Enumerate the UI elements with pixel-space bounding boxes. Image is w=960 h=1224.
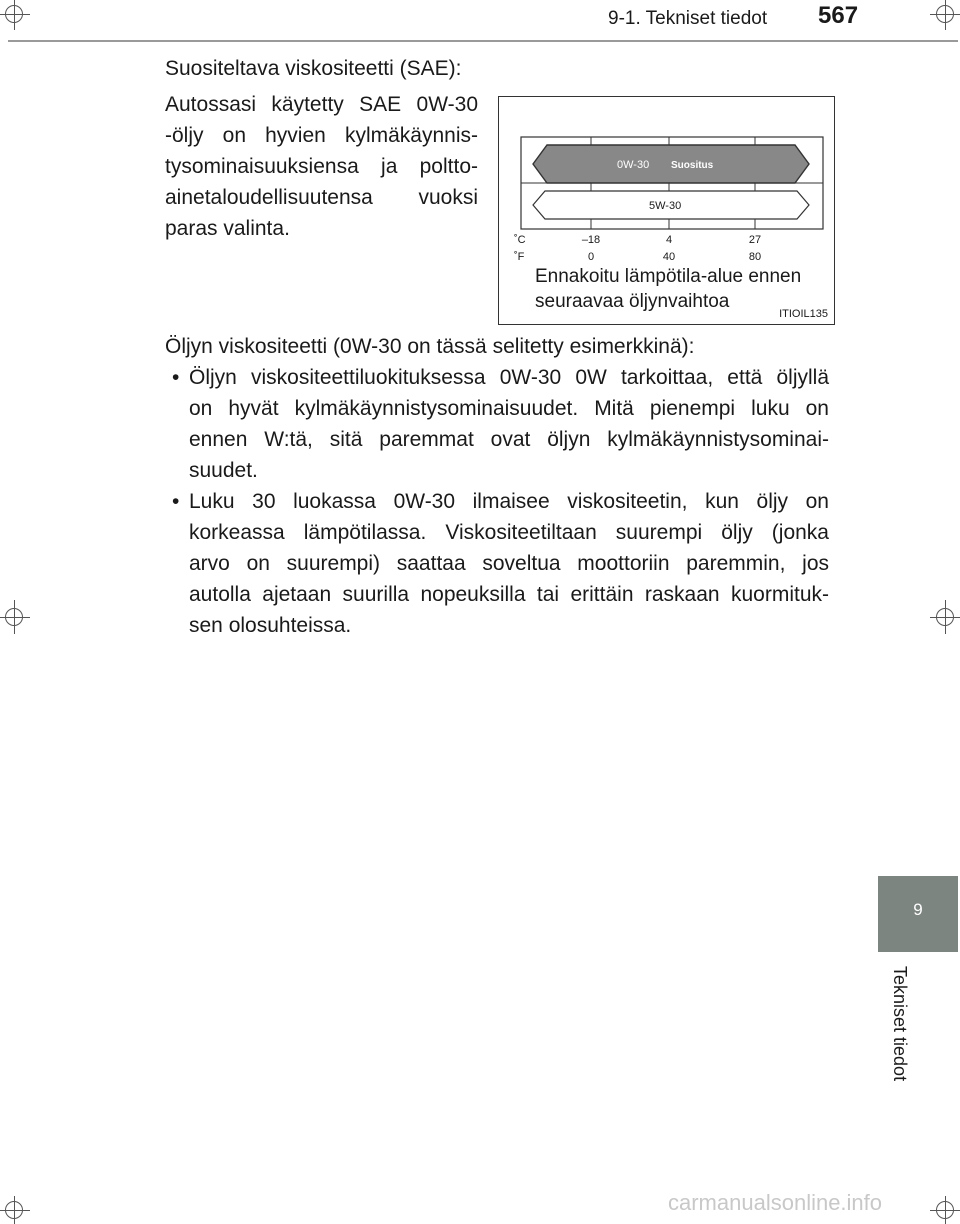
page-number: 567 (818, 2, 859, 29)
chapter-label: Tekniset tiedot (890, 966, 910, 1082)
chapter-number: 9 (913, 900, 923, 919)
bullet-line: arvo on suurempi) saattaa soveltua moottoriin paremmin, jos (189, 552, 829, 575)
arrow-label-0w30: 0W-30 (617, 159, 650, 171)
bullet-dot: • (172, 490, 180, 513)
figure-caption-line: Ennakoitu lämpötila-alue ennen (535, 266, 802, 287)
viscosity-explanation-heading: Öljyn viskositeetti (0W-30 on tässä selitetty esimerkkinä): (165, 335, 695, 358)
bullet-line: ennen W:tä, sitä paremmat ovat öljyn kylmäkäynnistysominai- (189, 428, 829, 451)
bullet-line: suudet. (189, 459, 258, 482)
viscosity-temperature-figure (498, 96, 835, 325)
section-title: 9-1. Tekniset tiedot (608, 8, 768, 29)
intro-line: paras valinta. (165, 217, 290, 240)
bullet-line: korkeassa lämpötilassa. Viskositeetiltaan suurempi öljy (jonka (189, 521, 829, 544)
arrow-tag-recommended: Suositus (671, 160, 714, 171)
intro-line: ainetaloudellisuutensa vuoksi (165, 186, 478, 209)
bullet-line: sen olosuhteissa. (189, 614, 352, 637)
figure-caption (535, 264, 825, 314)
celsius-tick: 4 (665, 234, 673, 246)
chapter-label-vertical (886, 966, 912, 1096)
fahrenheit-tick: 80 (748, 251, 762, 263)
figure-code: ITIOIL135 (779, 308, 828, 320)
header-divider (8, 40, 958, 42)
figure-caption-line: seuraavaa öljynvaihtoa (535, 291, 730, 312)
celsius-tick: –18 (581, 234, 601, 246)
intro-line: Autossasi käytetty SAE 0W-30 (165, 93, 478, 116)
celsius-unit-label: ˚C (514, 234, 526, 246)
fahrenheit-unit-label: ˚F (514, 251, 525, 263)
arrow-label-5w30: 5W-30 (649, 200, 682, 212)
chapter-tab[interactable] (878, 876, 958, 952)
bullet-line: autolla ajetaan suurilla nopeuksilla tai erittäin raskaan kuormituk- (189, 583, 829, 606)
viscosity-recommendation-heading: Suositeltava viskositeetti (SAE): (165, 57, 462, 80)
fahrenheit-tick: 40 (662, 251, 676, 263)
celsius-tick: 27 (748, 234, 762, 246)
intro-line: tysominaisuuksiensa ja poltto- (165, 155, 478, 178)
bullet-line: Öljyn viskositeettiluokituksessa 0W-30 0W tarkoittaa, että öljyllä (189, 366, 829, 389)
bullet-line: Luku 30 luokassa 0W-30 ilmaisee viskositeetin, kun öljy on (189, 490, 829, 513)
fahrenheit-tick: 0 (587, 251, 595, 263)
bullet-dot: • (172, 366, 180, 389)
bullet-line: on hyvät kylmäkäynnistysominaisuudet. Mitä pienempi luku on (189, 397, 829, 420)
intro-line: -öljy on hyvien kylmäkäynnis- (165, 124, 478, 147)
watermark: carmanualsonline.info (668, 1190, 883, 1215)
